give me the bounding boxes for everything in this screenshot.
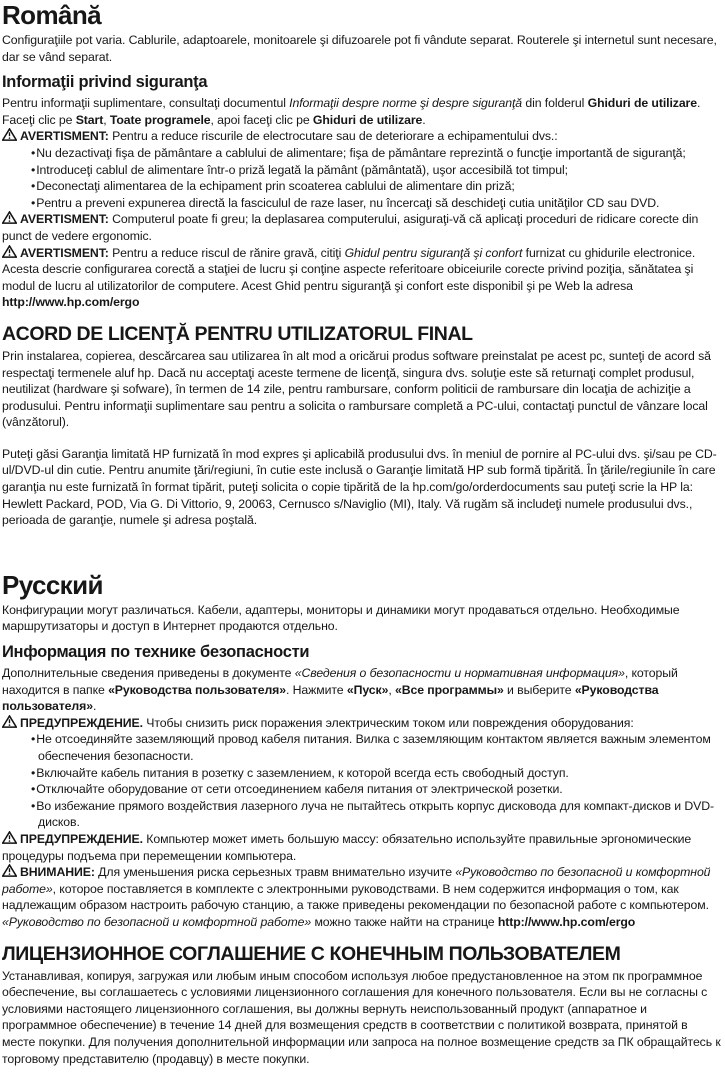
warning-icon [2,128,17,141]
menu-item-ref: Toate programele [109,112,211,127]
warning-ro-electrocution [2,128,723,145]
menu-item-ref: «Все программы» [394,682,504,697]
text-run: . [92,699,97,714]
warning-text: Pentru a reduce riscurile de electrocutare sau de deteriorare a echipamentului dvs.: [108,129,558,144]
warning-icon [2,211,17,224]
warning-text: , которое поставляется в комплекте с электронными руководствами. В нем содержится информация о том, как надлежащим образом настроить рабочую станцию, а также приведены рекомендации по безопасной работе с компьютером. [2,881,709,913]
text-run: Pentru informaţii suplimentare, consultaţi documentul [2,96,290,111]
list-item: • Introduceţi cablul de alimentare într-o priză legată la pământ (pământată), uşor accesibilă tot timpul; [31,162,723,179]
folder-name-ref: Ghiduri de utilizare [587,96,697,111]
warning-icon [2,831,17,844]
list-item: • Во избежание прямого воздействия лазерного луча не пытайтесь открыть корпус дисковода для компакт-дисков и DVD-дисков. [31,798,723,831]
eula-paragraph-ro: Prin instalarea, copierea, descărcarea sau utilizarea în alt mod a oricărui produs software preinstalat pe acest pc, sunteţi de acord să respectaţi termenele aluf hp. Dacă nu acceptaţi aceste termene de licenţă, singura dvs. soluţie este să returnaţi complet produsul, neutilizat (hardware şi sofware), în termen de 14 zile, pentru rambursare, conform politicii de rambursare din locaţia de achiziţie a produsului. Pentru informaţii suplimentare sau pentru a solicita o rambursare completă a PC-ului, contactaţi punctul de vânzare local (vânzătorul). [2,348,711,430]
text-run: . Нажмите [286,682,347,697]
warning-label: ПРЕДУПРЕЖДЕНИЕ. [20,831,143,846]
menu-item-ref: Ghiduri de utilizare [312,112,423,127]
list-item: • Nu dezactivaţi fişa de pământare a cablului de alimentare; fişa de pământare reprezintă o funcţie importantă de siguranţă; [31,145,723,162]
text-run: . [422,112,426,127]
warning-text: Для уменьшения риска серьезных травм внимательно изучите [94,865,456,880]
folder-name-ref: «Руководства пользователя» [108,682,286,697]
section-title-romanian: Română [2,0,101,30]
warning-icon [2,245,17,258]
list-item: • Включайте кабель питания в розетку с заземлением, к которой всегда есть свободный доступ. [31,765,723,782]
safety-heading-ro: Informaţii privind siguranţa [2,73,208,92]
text-run: . Faceţi clic pe [2,96,701,127]
eula-heading-ro: ACORD DE LICENŢĂ PENTRU UTILIZATORUL FINAL [2,322,473,345]
text-run: , который находится в папке [2,666,678,697]
list-item: • Отключайте оборудование от сети отсоединением кабеля питания от электрической розетки. [31,781,723,798]
menu-item-ref: «Руководства пользователя» [2,682,659,714]
warning-ro-injury [2,245,723,311]
text-run: Дополнительные сведения приведены в документе [2,666,295,681]
warning-icon [2,715,17,728]
warning-label: ПРЕДУПРЕЖДЕНИЕ. [20,715,143,730]
section-romanian [2,1,723,529]
warning-bullet-list-ru [2,731,723,831]
config-note-ro: Configuraţiile pot varia. Cablurile, adaptoarele, monitoarele şi difuzoarele pot fi vândute separat. Routerele şi internetul sunt necesare, dar se vând separat. [2,33,717,64]
safety-intro-ro [2,95,723,128]
section-russian [2,571,723,1067]
text-run: , [103,112,110,127]
warning-ru-heavy [2,831,723,864]
section-title-russian: Русский [2,569,103,600]
text-run: , apoi faceţi clic pe [210,112,313,127]
doc-title-ref: «Руководство по безопасной и комфортной работе» [2,865,711,896]
text-run: , [388,682,395,697]
warning-text: Pentru a reduce riscul de rănire gravă, citiţi [108,245,345,260]
list-item: • Не отсоединяйте заземляющий провод кабеля питания. Вилка с заземляющим контактом является важным элементом обеспечения безопасности. [31,731,723,764]
warning-ru-injury [2,864,723,930]
menu-item-ref: «Пуск» [346,682,389,697]
warning-label: ВНИМАНИЕ: [20,865,95,880]
doc-title-ref: «Сведения о безопасности и нормативная информация» [294,666,625,681]
safety-heading-ru: Информация по технике безопасности [2,643,310,662]
warning-bullet-list-ro [2,145,723,211]
eula-heading-ru: ЛИЦЕНЗИОННОЕ СОГЛАШЕНИЕ С КОНЕЧНЫМ ПОЛЬЗОВАТЕЛЕМ [2,942,621,965]
list-item: • Deconectaţi alimentarea de la echipament prin scoaterea cablului de alimentare din priză; [31,178,723,195]
ergo-url: http://www.hp.com/ergo [497,914,636,929]
doc-title-ref: Ghidul pentru siguranţă şi confort [344,245,523,260]
warning-ru-electrocution [2,715,723,732]
text-run: din folderul [522,96,588,111]
menu-item-ref: Start [75,112,104,127]
eula-paragraph-ru: Устанавливая, копируя, загружая или любым иным способом используя любое предустановленное на этом пк программное обеспечение, вы соглашаетесь с условиями лицензионного соглашения для конечного пользователя. Если вы не согласны с условиями настоящего лицензионного соглашения, вы должны вернуть неиспользованный продукт (аппаратное и программное обеспечение) в течение 14 дней для возмещения средств в соответствии с политикой возврата, принятой в месте покупки. Для получения дополнительной информации или запроса на полное возмещение средств за ПК обращайтесь к торговому представителю (продавцу) в месте покупки. [2,968,721,1066]
warranty-paragraph-ro: Puteţi găsi Garanţia limitată HP furnizată în mod expres şi aplicabilă produsului dvs. în meniul de pornire al PC-ului dvs. şi/sau pe CD-ul/DVD-ul din cutie. Pentru anumite ţări/regiuni, în cutie este inclusă o Garanţie limitată HP sub formă tipărită. În ţările/regiunile în care garanţia nu este furnizată în format tipărit, puteţi solicita o copie tipărită de la hp.com/go/orderdocuments sau puteţi scrie la HP la: Hewlett Packard, POD, Via G. Di Vittorio, 9, 20063, Cernusco s/Naviglio (MI), Italy. Vă rugăm să includeţi numele produsului dvs., perioada de garanţie, numele şi adresa poştală. [2,446,717,528]
list-item: • Pentru a preveni expunerea directă la fasciculul de raze laser, nu încercaţi să deschideţi cutia unităţilor CD sau DVD. [31,195,723,212]
config-note-ru: Конфигурации могут различаться. Кабели, адаптеры, мониторы и динамики могут продаваться отдельно. Необходимые маршрутизаторы и доступ в Интернет продаются отдельно. [2,602,680,634]
warning-text: Чтобы снизить риск поражения электрическим током или повреждения оборудования: [142,715,634,730]
warning-text: можно также найти на странице [311,914,498,929]
warning-icon [2,864,17,877]
ergo-url: http://www.hp.com/ergo [2,295,140,310]
warning-ro-heavy [2,211,723,244]
text-run: и выберите [503,682,575,697]
warning-text: Компьютер может иметь большую массу: обязательно используйте правильные эргономические процедуры подъема при перемещении компьютера. [2,831,692,863]
warning-label: AVERTISMENT: [20,245,109,260]
warning-label: AVERTISMENT: [20,212,109,227]
warning-label: AVERTISMENT: [20,129,109,144]
safety-intro-ru [2,665,723,715]
warning-text: furnizat cu ghidurile electronice. Acesta descrie configurarea corectă a staţiei de lucru şi conţine aspecte referitoare obiceiurile corecte privind poziţia, sănătatea şi modul de lucru al utilizatorilor de computere. Acest Ghid pentru siguranţă şi confort este disponibil şi pe Web la adresa [2,245,696,293]
doc-title-ref: Informaţii despre norme şi despre siguranţă [289,96,523,111]
warning-text: Computerul poate fi greu; la deplasarea computerului, asiguraţi-vă că aplicaţi proceduri de ridicare corecte din punct de vedere ergonomic. [2,212,699,243]
doc-title-ref: «Руководство по безопасной и комфортной работе» [2,914,312,929]
